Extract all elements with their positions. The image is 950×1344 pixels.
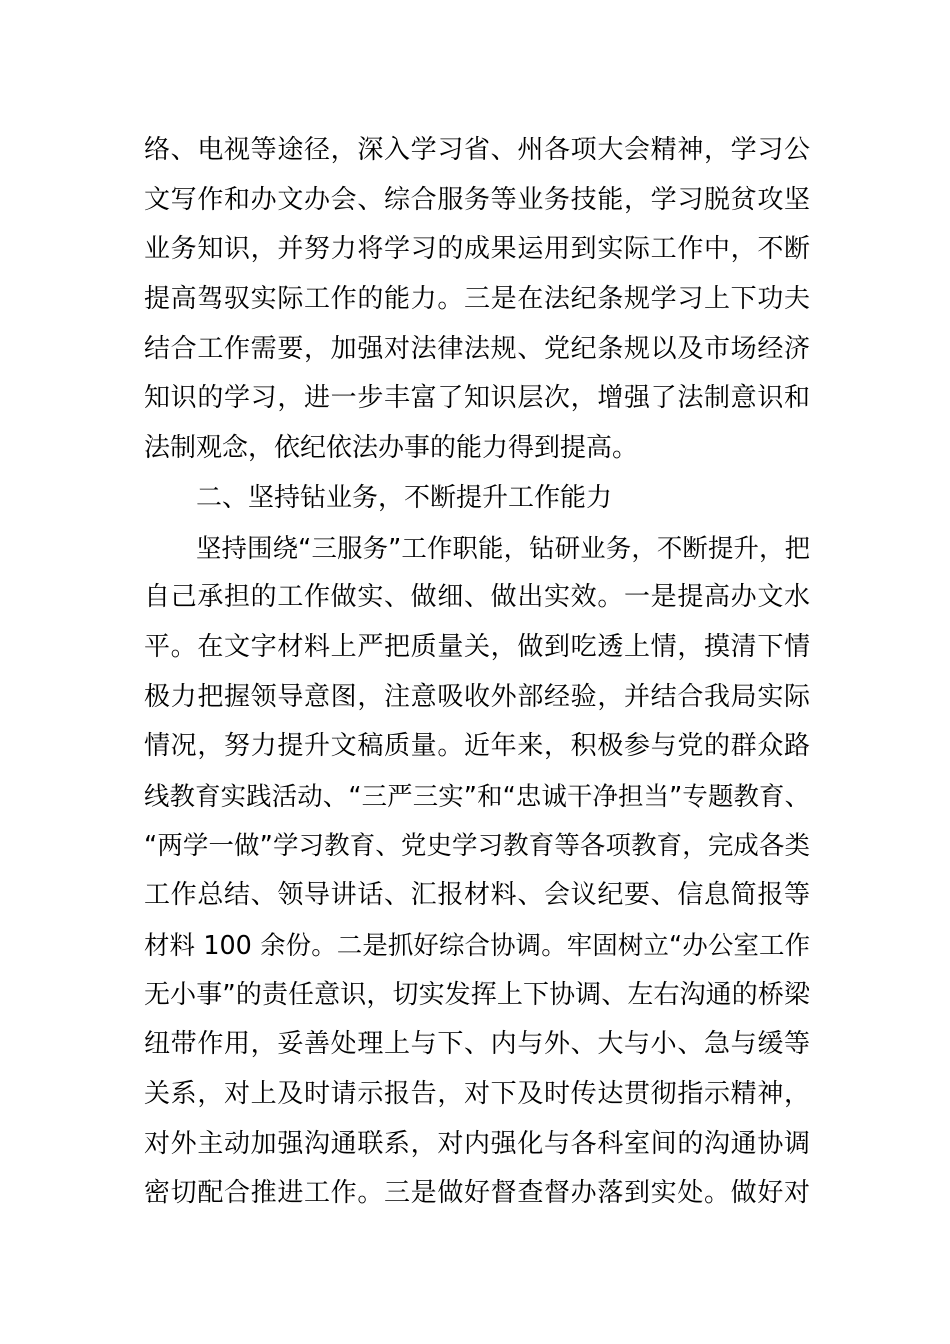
- text-line: 情况，努力提升文稿质量。近年来，积极参与党的群众路: [144, 731, 810, 762]
- text-line: 文写作和办文办会、综合服务等业务技能，学习脱贫攻坚: [144, 184, 810, 215]
- text-line: 络、电视等途径，深入学习省、州各项大会精神，学习公: [144, 135, 810, 165]
- document-body: [144, 126, 810, 1219]
- text-line: 坚持围绕“三服务”工作职能，钻研业务，不断提升，把: [196, 532, 810, 563]
- text-line: 关系，对上及时请示报告，对下及时传达贯彻指示精神，: [144, 1079, 810, 1110]
- text-line: “两学一做”学习教育、党史学习教育等各项教育，完成各类: [144, 830, 810, 861]
- text-line: 极力把握领导意图，注意吸收外部经验，并结合我局实际: [144, 681, 810, 712]
- text-line: 线教育实践活动、“三严三实”和“忠诚干净担当”专题教育、: [144, 780, 810, 811]
- text-line: 密切配合推进工作。三是做好督查督办落到实处。做好对: [144, 1178, 810, 1209]
- text-line: 提高驾驭实际工作的能力。三是在法纪条规学习上下功夫: [144, 284, 810, 315]
- text-line: 材料 100 余份。二是抓好综合协调。牢固树立“办公室工作: [144, 930, 810, 960]
- text-line: 自己承担的工作做实、做细、做出实效。一是提高办文水: [144, 582, 810, 613]
- text-line: 知识的学习，进一步丰富了知识层次，增强了法制意识和: [144, 383, 810, 414]
- text-line: 法制观念，依纪依法办事的能力得到提高。: [144, 433, 639, 464]
- section-heading: 二、坚持钻业务，不断提升工作能力: [196, 482, 613, 513]
- text-line: 对外主动加强沟通联系，对内强化与各科室间的沟通协调: [144, 1128, 810, 1159]
- text-line: 纽带作用，妥善处理上与下、内与外、大与小、急与缓等: [144, 1029, 810, 1060]
- text-line: 无小事”的责任意识，切实发挥上下协调、左右沟通的桥梁: [144, 979, 810, 1010]
- text-line: 结合工作需要，加强对法律法规、党纪条规以及市场经济: [144, 333, 810, 364]
- text-line: 业务知识，并努力将学习的成果运用到实际工作中，不断: [144, 234, 810, 265]
- text-line: 平。在文字材料上严把质量关，做到吃透上情，摸清下情: [144, 631, 810, 662]
- text-line: 工作总结、领导讲话、汇报材料、会议纪要、信息简报等: [144, 880, 810, 911]
